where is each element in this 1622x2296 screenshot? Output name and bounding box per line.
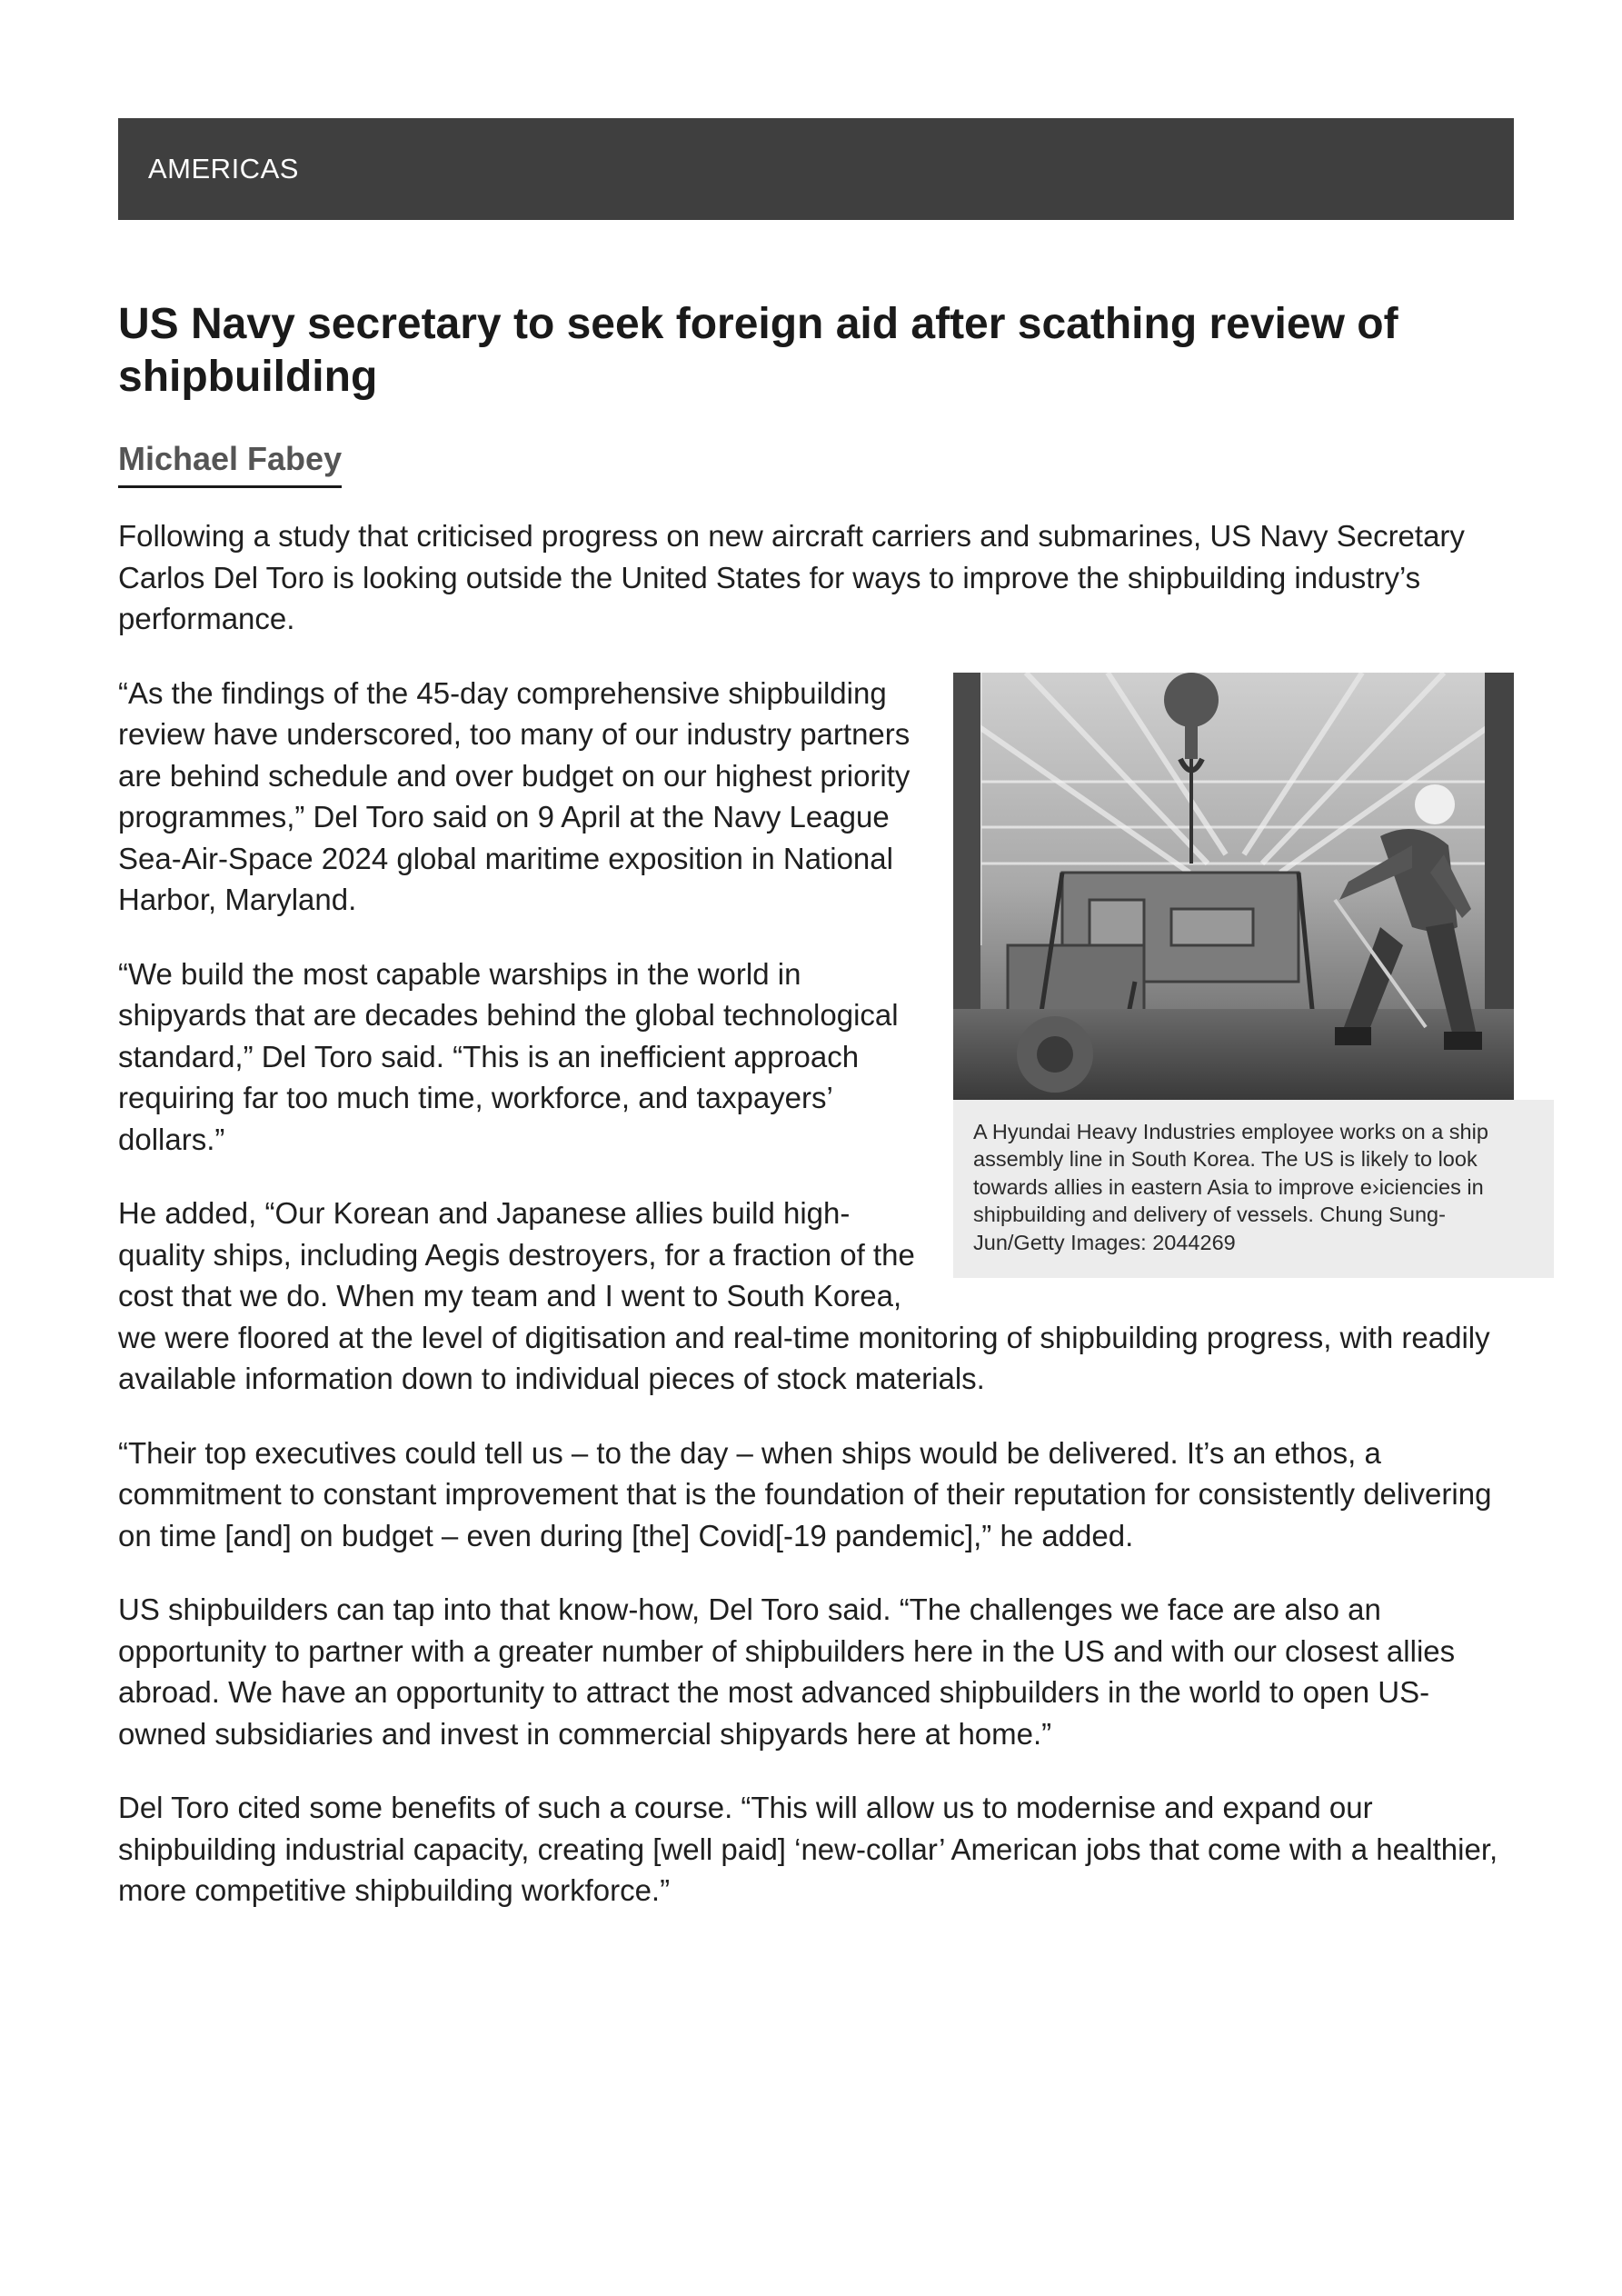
- article-page: [118, 118, 1514, 1944]
- article-paragraph: US shipbuilders can tap into that know-how, Del Toro said. “The challenges we face are also an opportunity to partner with a greater number of shipbuilders here in the US and with our closest allies abroad. We have an opportunity to attract the most advanced shipbuilders in the world to open US-owned subsidiaries and invest in commercial shipyards here at home.”: [118, 1592, 1456, 1751]
- article-paragraph: Del Toro cited some benefits of such a course. “This will allow us to modernise and expand our shipbuilding industrial capacity, creating [well paid] ‘new-collar’ American jobs that come with a healthier, more competitive shipbuilding workforce.”: [118, 1791, 1498, 1907]
- article-paragraph: “As the findings of the 45-day comprehensive shipbuilding review have underscored, too many of our industry partners are behind schedule and over budget on our highest priority programmes,” Del Toro said on 9 April at the Navy League Sea-Air-Space 2024 global maritime exposition in National Harbor, Maryland.: [118, 675, 911, 916]
- article-body: [118, 515, 1514, 1912]
- section-label[interactable]: AMERICAS: [148, 153, 299, 185]
- article-paragraph: “Their top executives could tell us – to the day – when ships would be delivered. It’s an ethos, a commitment to constant improvement that is the foundation of their reputation for consistently delivering on time [and] on budget – even during [the] Covid[-19 pandemic],” he added.: [118, 1435, 1492, 1552]
- article-paragraph: Following a study that criticised progress on new aircraft carriers and submarines, US Navy Secretary Carlos Del Toro is looking outside the United States for ways to improve the shipbuilding industry’s performance.: [118, 519, 1465, 635]
- article-headline: US Navy secretary to seek foreign aid after scathing review of shipbuilding: [118, 300, 1398, 401]
- article-paragraph: “We build the most capable warships in the world in shipyards that are decades behind the global technological standard,” Del Toro said. “This is an inefficient approach requiring far too much time, workforce, and taxpayers’ dollars.”: [118, 956, 899, 1156]
- photo-caption: A Hyundai Heavy Industries employee works on a ship assembly line in South Korea. The US is likely to look towards allies in eastern Asia to improve e›iciencies in shipbuilding and delivery of vessels. Chung Sung-Jun/Getty Images: 2044269: [953, 1100, 1554, 1279]
- section-banner[interactable]: [118, 118, 1514, 220]
- article-figure: [953, 673, 1554, 1279]
- byline-row: [118, 404, 1514, 488]
- article-paragraph: He added, “Our Korean and Japanese allies build high-quality ships, including Aegis destroyers, for a fraction of the cost that we do. When my team and I went to South Korea, we were floored at the level of digitisation and real-time monitoring of shipbuilding progress, with readily available information down to individual pieces of stock materials.: [118, 1196, 1490, 1395]
- shipyard-photo[interactable]: [953, 673, 1514, 1100]
- author-link[interactable]: Michael Fabey: [118, 440, 342, 488]
